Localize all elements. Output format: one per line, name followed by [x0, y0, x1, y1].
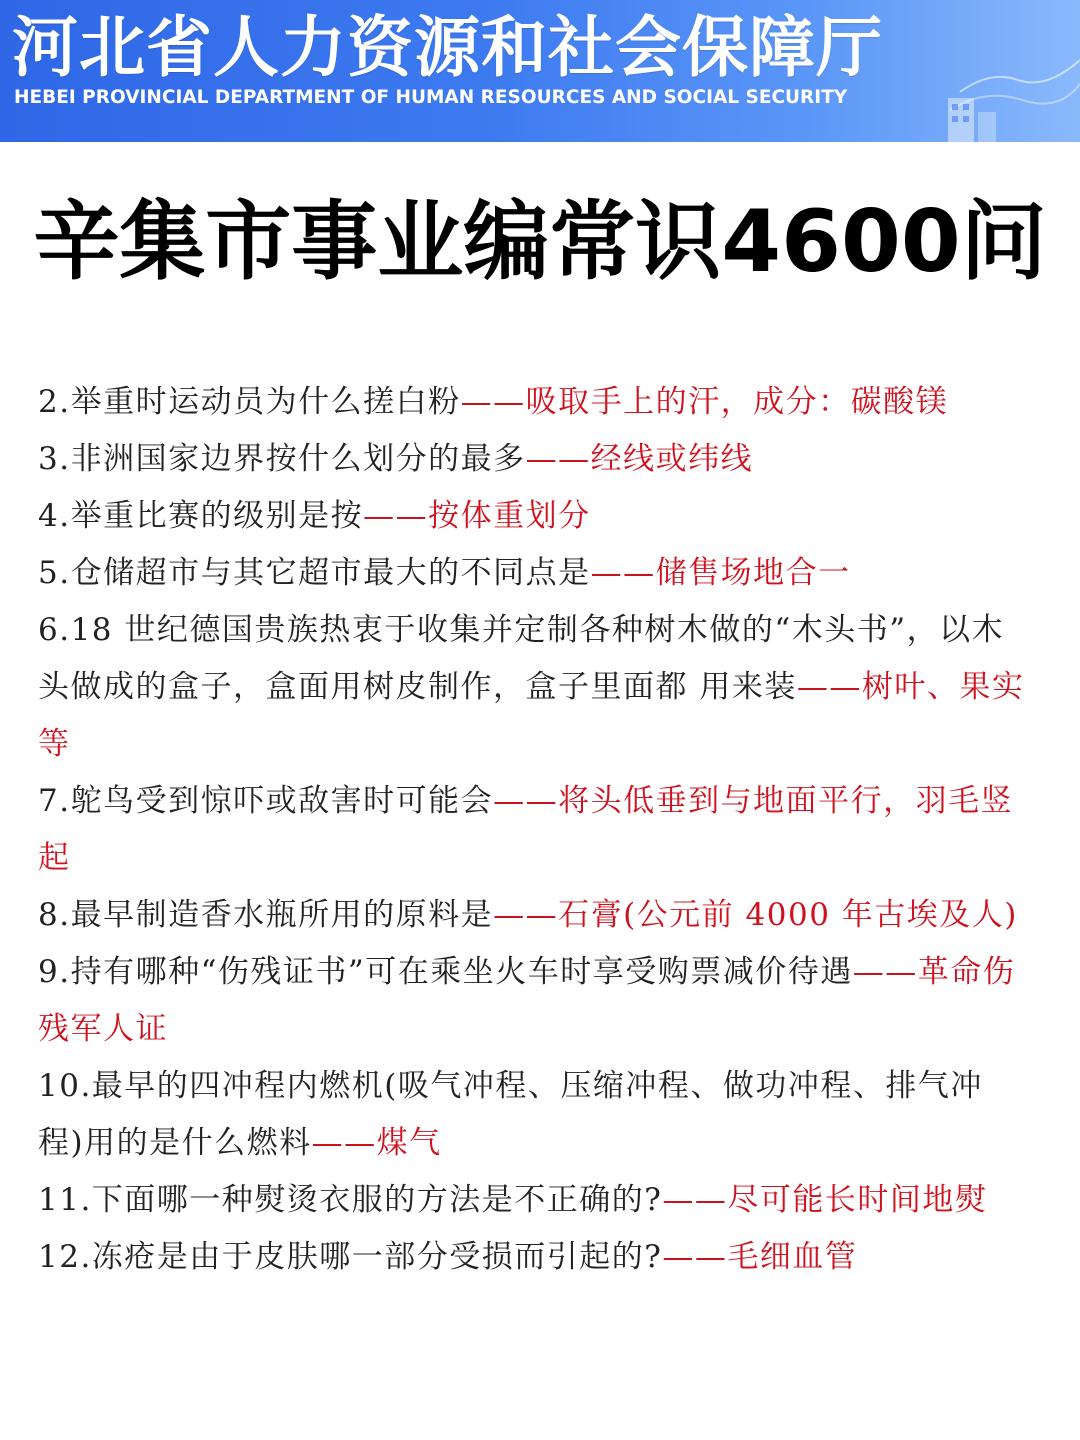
answer-text: 树叶、果实等 [38, 669, 1025, 762]
qa-item [38, 773, 1028, 887]
header-banner [0, 0, 1080, 142]
qa-item [38, 1229, 1028, 1286]
answer-separator: —— [662, 1239, 728, 1275]
answer-text: 经线或纬线 [590, 441, 754, 477]
answer-text: 储售场地合一 [655, 555, 851, 591]
question-text: 4.举重比赛的级别是按 [38, 498, 364, 534]
answer-text: 石膏(公元前 4000 年古埃及人) [558, 897, 1018, 933]
qa-item [38, 887, 1028, 944]
question-text: 6.18 世纪德国贵族热衷于收集并定制各种树木做的“木头书”，以木头做成的盒子，盒面用树皮制作，盒子里面都 用来装 [38, 612, 1005, 705]
question-text: 12.冻疮是由于皮肤哪一部分受损而引起的? [38, 1239, 663, 1275]
qa-item [38, 944, 1028, 1058]
answer-text: 毛细血管 [727, 1239, 858, 1275]
question-text: 10.最早的四冲程内燃机(吸气冲程、压缩冲程、做功冲程、排气冲程)用的是什么燃料 [38, 1068, 983, 1161]
qa-item [38, 1172, 1028, 1229]
answer-separator: —— [493, 783, 559, 819]
answer-separator: —— [590, 555, 656, 591]
qa-item [38, 488, 1028, 545]
answer-separator: —— [493, 897, 559, 933]
org-name-en: HEBEI PROVINCIAL DEPARTMENT OF HUMAN RESOURCES AND SOCIAL SECURITY [14, 87, 848, 108]
qa-item [38, 602, 1028, 773]
question-text: 7.鸵鸟受到惊吓或敌害时可能会 [38, 783, 494, 819]
question-text: 3.非洲国家边界按什么划分的最多 [38, 441, 526, 477]
org-name-cn: 河北省人力资源和社会保障厅 [12, 9, 883, 86]
answer-text: 将头低垂到与地面平行，羽毛竖起 [38, 783, 1014, 876]
answer-separator: —— [662, 1182, 728, 1218]
qa-item [38, 431, 1028, 488]
answer-separator: —— [852, 954, 918, 990]
question-text: 11.下面哪一种熨烫衣服的方法是不正确的? [38, 1182, 663, 1218]
answer-text: 吸取手上的汗，成分：碳酸镁 [525, 384, 949, 420]
page-title: 辛集市事业编常识4600问 [33, 192, 1047, 292]
qa-item [38, 1058, 1028, 1172]
answer-separator: —— [363, 498, 429, 534]
answer-text: 尽可能长时间地熨 [727, 1182, 988, 1218]
qa-item [38, 545, 1028, 602]
question-text: 8.最早制造香水瓶所用的原料是 [38, 897, 494, 933]
answer-separator: —— [796, 669, 862, 705]
building-skyline-icon [930, 0, 1080, 142]
question-text: 5.仓储超市与其它超市最大的不同点是 [38, 555, 591, 591]
qa-item [38, 374, 1028, 431]
qa-list [38, 374, 1028, 1286]
answer-separator: —— [311, 1125, 377, 1161]
answer-separator: —— [460, 384, 526, 420]
answer-text: 按体重划分 [428, 498, 591, 534]
answer-text: 革命伤残军人证 [38, 954, 1016, 1047]
answer-text: 煤气 [376, 1125, 442, 1161]
answer-separator: —— [525, 441, 591, 477]
question-text: 2.举重时运动员为什么搓白粉 [38, 384, 461, 420]
question-text: 9.持有哪种“伤残证书”可在乘坐火车时享受购票减价待遇 [38, 954, 853, 990]
